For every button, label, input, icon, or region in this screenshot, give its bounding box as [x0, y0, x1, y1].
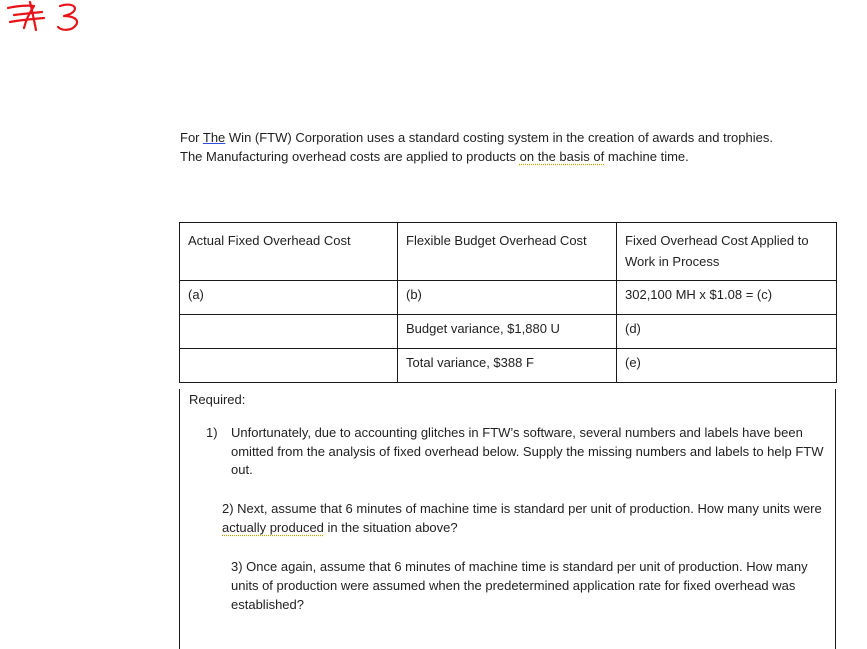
table-cell: (a) — [180, 281, 398, 315]
table-cell — [180, 349, 398, 383]
header-actual-fixed: Actual Fixed Overhead Cost — [180, 223, 398, 281]
intro-line-2: The Manufacturing overhead costs are applied to products on the basis of machine time. — [180, 149, 689, 164]
required-label: Required: — [189, 392, 246, 407]
fixed-overhead-table — [179, 222, 837, 383]
company-name-underlined: The — [202, 130, 226, 145]
table-cell: Budget variance, $1,880 U — [398, 315, 617, 349]
required-section — [179, 389, 836, 649]
table-row — [180, 281, 837, 315]
header-applied-wip: Fixed Overhead Cost Applied to Work in Process — [617, 223, 837, 281]
table-cell: (e) — [617, 349, 837, 383]
table-row — [180, 315, 837, 349]
table-cell: 302,100 MH x $1.08 = (c) — [617, 281, 837, 315]
intro-paragraph — [180, 128, 840, 166]
question-1-number: 1) — [206, 425, 218, 440]
table-cell — [180, 315, 398, 349]
table-row — [180, 349, 837, 383]
table-header-row — [180, 223, 837, 281]
table-cell: (b) — [398, 281, 617, 315]
question-3: 3) Once again, assume that 6 minutes of machine time is standard per unit of production. How many units of production were assumed when the predetermined application rate for fixed overhead was established? — [231, 559, 808, 612]
header-flexible-budget: Flexible Budget Overhead Cost — [398, 223, 617, 281]
grammar-flag: on the basis of — [519, 149, 605, 164]
table-cell: (d) — [617, 315, 837, 349]
intro-line-1: For The Win (FTW) Corporation uses a standard costing system in the creation of awards and trophies. — [180, 130, 773, 145]
table-cell: Total variance, $388 F — [398, 349, 617, 383]
handwritten-mark — [4, 0, 84, 32]
grammar-flag: actually produced — [222, 519, 324, 535]
question-2: 2) Next, assume that 6 minutes of machine time is standard per unit of production. How many units were actually produced in the situation above? — [222, 501, 822, 535]
question-1 — [206, 424, 826, 480]
question-1-text: Unfortunately, due to accounting glitches in FTW’s software, several numbers and labels have been omitted from the analysis of fixed overhead below. Supply the missing numbers and labels to help FTW out. — [231, 425, 824, 477]
